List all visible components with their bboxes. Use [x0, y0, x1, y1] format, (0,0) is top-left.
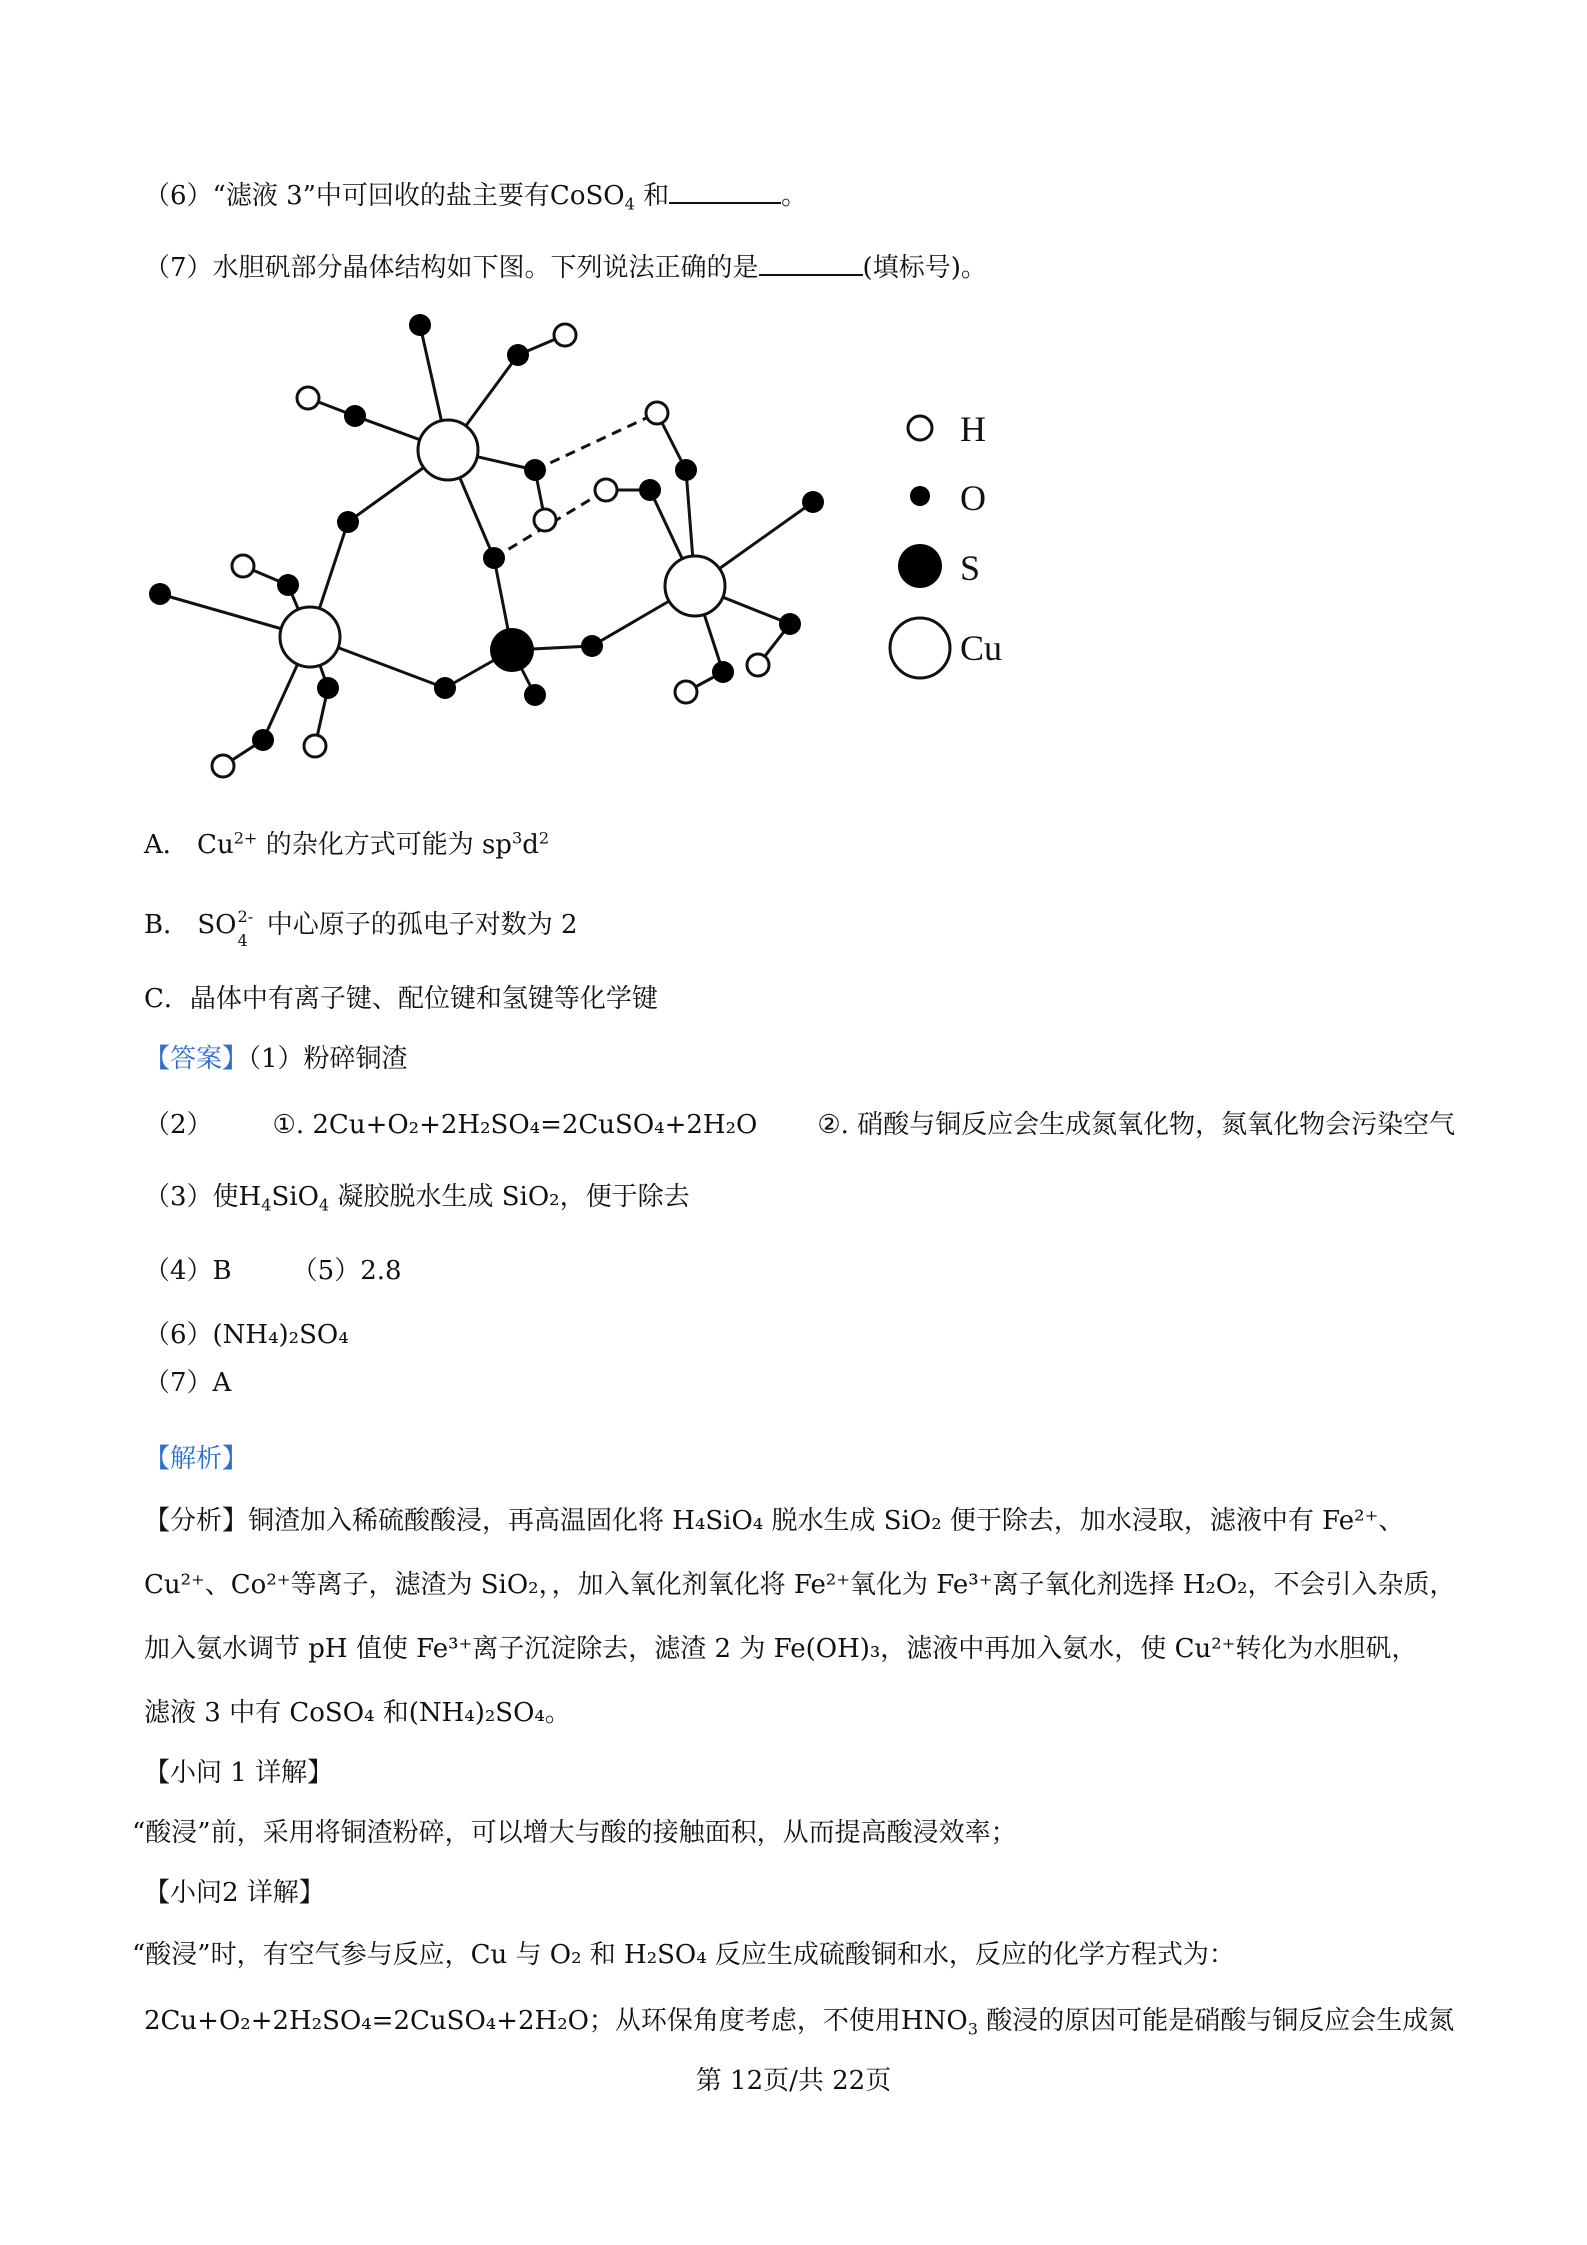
answer-line-1 [144, 1042, 408, 1076]
option-a-text: 的杂化方式可能为 sp [257, 830, 512, 860]
answer-line-4 [144, 1254, 402, 1288]
page-footer: 第 12页/共 22页 [695, 2066, 892, 2096]
option-a-ion: Cu [197, 830, 234, 860]
q6-prefix: （6）“滤液 3”中可回收的盐主要有CoSO [144, 181, 625, 211]
option-b-label: B． [144, 910, 190, 940]
crystal-structure-diagram [130, 300, 850, 790]
answer-3-suffix: 凝胶脱水生成 SiO₂，便于除去 [329, 1182, 690, 1212]
answer-4: （4）B [144, 1256, 232, 1286]
answer-3-sub1: 4 [261, 1195, 272, 1215]
subquestion-2-text: “酸浸”时，有空气参与反应，Cu 与 O₂ 和 H₂SO₄ 反应生成硫酸铜和水，反应的化学方程式为： [132, 1940, 1235, 1970]
answer-3-sub2: 4 [318, 1195, 330, 1215]
option-a-label: A． [144, 830, 189, 860]
atom-legend [860, 400, 1040, 700]
option-c [144, 982, 658, 1016]
answer-3-mid: SiO [271, 1182, 319, 1212]
legend-h-label: H [960, 409, 986, 449]
q7-prefix: （7）水胆矾部分晶体结构如下图。下列说法正确的是 [144, 253, 759, 283]
answer-line-7 [144, 1366, 231, 1400]
answer-2-num: （2） [144, 1110, 213, 1140]
option-b [144, 907, 578, 950]
q6-end: 。 [781, 181, 808, 211]
option-a-sup2: 2 [538, 828, 550, 848]
legend-cu-label: Cu [960, 628, 1003, 668]
option-a [144, 828, 549, 862]
subquestion-1-tag: 【小问 1 详解】 [144, 1758, 334, 1788]
equation-suffix: 酸浸的原因可能是硝酸与铜反应会生成氮 [977, 2006, 1455, 2036]
question-7 [144, 250, 987, 285]
answer-2-i: ①. 2Cu+O₂+2H₂SO₄=2CuSO₄+2H₂O [272, 1110, 758, 1140]
question-6 [144, 178, 807, 213]
analysis-paragraph-1: 【分析】铜渣加入稀硫酸酸浸，再高温固化将 H₄SiO₄ 脱水生成 SiO₂ 便于除去，加水浸取，滤液中有 Fe²⁺、 [144, 1506, 1405, 1536]
legend-h-marker [908, 416, 932, 440]
analysis-tag: 【解析】 [144, 1444, 249, 1474]
option-b-ion: SO [197, 910, 237, 940]
option-c-text: C．晶体中有离子键、配位键和氢键等化学键 [144, 984, 658, 1014]
q7-suffix: (填标号)。 [862, 253, 987, 283]
answer-3-prefix: （3）使H [144, 1182, 262, 1212]
analysis-paragraph-2: Cu²⁺、Co²⁺等离子，滤渣为 SiO₂，，加入氧化剂氧化将 Fe²⁺氧化为 Fe³⁺离子氧化剂选择 H₂O₂，不会引入杂质， [144, 1570, 1456, 1600]
answer-line-6 [144, 1318, 349, 1352]
option-b-text: 中心原子的孤电子对数为 2 [258, 910, 578, 940]
q6-sub: 4 [624, 194, 635, 214]
answer-5: （5）2.8 [291, 1256, 402, 1286]
q6-suffix: 和 [634, 181, 670, 211]
subquestion-2-equation-line [144, 2004, 1454, 2038]
answer-2-ii: ②. 硝酸与铜反应会生成氮氧化物，氮氧化物会污染空气 [817, 1110, 1456, 1140]
q6-answer-blank [669, 178, 781, 204]
legend-o-label: O [960, 478, 986, 518]
answer-7: （7）A [144, 1368, 232, 1398]
answer-6: （6）(NH₄)₂SO₄ [144, 1320, 349, 1350]
answer-tag: 【答案】 [144, 1044, 249, 1074]
option-a-charge: 2+ [233, 828, 258, 848]
analysis-paragraph-4: 滤液 3 中有 CoSO₄ 和(NH₄)₂SO₄。 [144, 1698, 571, 1728]
legend-o-marker [910, 486, 930, 506]
subquestion-2-tag: 【小问2 详解】 [144, 1878, 325, 1908]
legend-s-label: S [960, 548, 981, 588]
legend-s-marker [898, 544, 942, 588]
answer-1: （1）粉碎铜渣 [248, 1044, 408, 1074]
q7-answer-blank [759, 250, 863, 276]
legend-cu-marker [890, 618, 950, 678]
equation-sub: 3 [967, 2019, 978, 2039]
answer-line-2 [144, 1108, 1455, 1142]
subquestion-1-text: “酸浸”前，采用将铜渣粉碎，可以增大与酸的接触面积，从而提高酸浸效率； [132, 1818, 1017, 1848]
option-a-d: d [522, 830, 539, 860]
option-b-script: 2- 4 [237, 907, 254, 950]
analysis-paragraph-3: 加入氨水调节 pH 值使 Fe³⁺离子沉淀除去，滤渣 2 为 Fe(OH)₃，滤液中再加入氨水，使 Cu²⁺转化为水胆矾， [144, 1634, 1418, 1664]
equation-prefix: 2Cu+O₂+2H₂SO₄=2CuSO₄+2H₂O；从环保角度考虑，不使用HNO [144, 2006, 968, 2036]
option-a-sup1: 3 [511, 828, 523, 848]
answer-line-3 [144, 1180, 690, 1214]
